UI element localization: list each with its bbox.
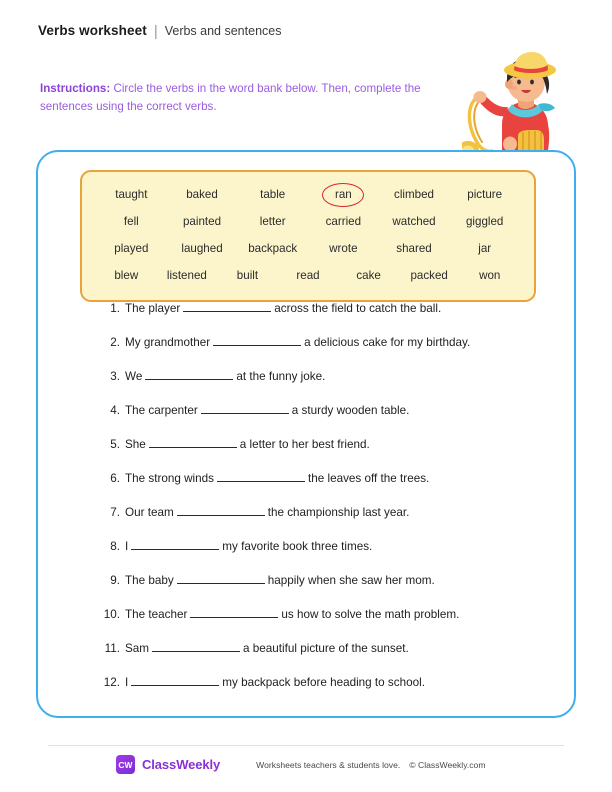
word-bank-word[interactable]: picture bbox=[467, 188, 503, 201]
sentence-text-after: at the funny joke. bbox=[236, 370, 326, 383]
sentence-text-before: The carpenter bbox=[125, 404, 198, 417]
sentence-body bbox=[125, 642, 409, 655]
sentence-text-after: us how to solve the math problem. bbox=[281, 608, 460, 621]
answer-blank[interactable] bbox=[152, 651, 240, 652]
word-bank-word[interactable]: letter bbox=[259, 215, 286, 228]
sentence-number: 4. bbox=[110, 404, 120, 417]
sentence-number: 8. bbox=[110, 540, 120, 553]
word-bank-word[interactable]: played bbox=[114, 242, 149, 255]
sentence-number: 9. bbox=[110, 574, 120, 587]
sentence-text-before: The baby bbox=[125, 574, 174, 587]
sentence-item bbox=[98, 506, 546, 540]
sentence-item bbox=[98, 302, 546, 336]
sentence-text-before: She bbox=[125, 438, 146, 451]
word-bank-word[interactable]: wrote bbox=[329, 242, 358, 255]
sentence-item bbox=[98, 370, 546, 404]
sentence-text-before: The teacher bbox=[125, 608, 188, 621]
sentence-item bbox=[98, 676, 546, 710]
sentence-text-before: The player bbox=[125, 302, 181, 315]
page-subtitle: Verbs and sentences bbox=[164, 24, 282, 38]
sentence-text-after: a sturdy wooden table. bbox=[291, 404, 410, 417]
word-bank-word[interactable]: baked bbox=[186, 188, 218, 201]
sentence-number: 12. bbox=[103, 676, 120, 689]
sentence-text-before: I bbox=[125, 540, 129, 553]
sentence-body bbox=[125, 404, 409, 417]
word-bank-word[interactable]: won bbox=[479, 269, 501, 282]
word-bank-word[interactable]: backpack bbox=[248, 242, 298, 255]
page-footer bbox=[116, 755, 486, 774]
sentence-number: 5. bbox=[110, 438, 120, 451]
sentence-item bbox=[98, 404, 546, 438]
word-bank-row bbox=[96, 262, 520, 289]
word-bank-word[interactable]: jar bbox=[478, 242, 492, 255]
word-bank-word[interactable]: shared bbox=[396, 242, 432, 255]
instructions-text: Circle the verbs in the word bank below. Then, complete the sentences using the correct verbs. bbox=[40, 82, 421, 113]
sentence-text-before: We bbox=[125, 370, 143, 383]
sentence-body bbox=[125, 506, 409, 519]
word-bank-word[interactable]: packed bbox=[410, 269, 448, 282]
word-bank-word[interactable]: watched bbox=[392, 215, 436, 228]
sentence-text-after: my favorite book three times. bbox=[222, 540, 373, 553]
sentence-text-before: My grandmother bbox=[125, 336, 211, 349]
sentence-body bbox=[125, 302, 441, 315]
word-bank-word[interactable]: laughed bbox=[181, 242, 223, 255]
sentence-text-after: the leaves off the trees. bbox=[308, 472, 430, 485]
word-bank-word[interactable]: listened bbox=[166, 269, 207, 282]
instructions-block bbox=[40, 80, 430, 116]
title-divider: | bbox=[153, 23, 158, 40]
answer-blank[interactable] bbox=[201, 413, 289, 414]
sentence-body bbox=[125, 472, 429, 485]
word-bank-word[interactable]: read bbox=[296, 269, 320, 282]
classweekly-logo-icon: CW bbox=[116, 755, 135, 774]
sentence-number: 11. bbox=[104, 642, 120, 655]
sentence-text-after: a beautiful picture of the sunset. bbox=[243, 642, 409, 655]
sentence-item bbox=[98, 336, 546, 370]
worksheet-card bbox=[36, 150, 576, 718]
answer-blank[interactable] bbox=[183, 311, 271, 312]
sentence-body bbox=[125, 574, 435, 587]
word-bank-row bbox=[96, 181, 520, 208]
sentence-text-after: a delicious cake for my birthday. bbox=[304, 336, 471, 349]
sentence-text-before: I bbox=[125, 676, 129, 689]
sentence-item bbox=[98, 642, 546, 676]
sentence-text-before: Our team bbox=[125, 506, 174, 519]
footer-copyright: © ClassWeekly.com bbox=[409, 759, 486, 770]
answer-blank[interactable] bbox=[213, 345, 301, 346]
sentence-body bbox=[125, 608, 459, 621]
sentence-text-before: The strong winds bbox=[125, 472, 214, 485]
sentence-text-after: my backpack before heading to school. bbox=[222, 676, 425, 689]
sentence-body bbox=[125, 438, 370, 451]
instructions-label: Instructions: bbox=[40, 82, 111, 95]
sentence-body bbox=[125, 370, 325, 383]
answer-blank[interactable] bbox=[131, 685, 219, 686]
answer-blank[interactable] bbox=[177, 515, 265, 516]
brand-name: ClassWeekly bbox=[142, 757, 221, 772]
word-bank bbox=[80, 170, 536, 302]
answer-blank[interactable] bbox=[190, 617, 278, 618]
sentence-number: 3. bbox=[110, 370, 120, 383]
footer-tagline: Worksheets teachers & students love. bbox=[256, 759, 401, 770]
word-bank-word-label: ran bbox=[334, 188, 352, 201]
sentence-text-after: happily when she saw her mom. bbox=[267, 574, 435, 587]
sentence-list bbox=[98, 302, 546, 710]
word-bank-word[interactable]: taught bbox=[115, 188, 148, 201]
sentence-item bbox=[98, 608, 546, 642]
sentence-text-before: Sam bbox=[125, 642, 150, 655]
boy-with-hat-and-rope-illustration bbox=[462, 52, 580, 158]
word-bank-word[interactable]: climbed bbox=[394, 188, 434, 201]
word-bank-word[interactable]: fell bbox=[123, 215, 139, 228]
sentence-text-after: across the field to catch the ball. bbox=[274, 302, 442, 315]
sentence-text-after: the championship last year. bbox=[267, 506, 410, 519]
word-bank-word[interactable]: cake bbox=[356, 269, 381, 282]
word-bank-word[interactable]: built bbox=[236, 269, 259, 282]
page-header bbox=[38, 22, 281, 39]
sentence-item bbox=[98, 438, 546, 472]
footer-divider bbox=[48, 745, 564, 746]
sentence-number: 1. bbox=[110, 302, 120, 315]
sentence-number: 2. bbox=[110, 336, 120, 349]
answer-blank[interactable] bbox=[131, 549, 219, 550]
word-bank-word[interactable]: carried bbox=[325, 215, 362, 228]
sentence-number: 6. bbox=[110, 472, 120, 485]
word-bank-word[interactable]: painted bbox=[182, 215, 222, 228]
sentence-number: 7. bbox=[110, 506, 120, 519]
sentence-body bbox=[125, 676, 425, 689]
sentence-item bbox=[98, 574, 546, 608]
sentence-number: 10. bbox=[103, 608, 120, 621]
page-title: Verbs worksheet bbox=[38, 23, 147, 38]
sentence-item bbox=[98, 472, 546, 506]
word-bank-word[interactable]: blew bbox=[114, 269, 139, 282]
sentence-body bbox=[125, 540, 372, 553]
answer-blank[interactable] bbox=[217, 481, 305, 482]
word-bank-row bbox=[96, 208, 520, 235]
sentence-text-after: a letter to her best friend. bbox=[239, 438, 370, 451]
sentence-item bbox=[98, 540, 546, 574]
sentence-body bbox=[125, 336, 470, 349]
answer-blank[interactable] bbox=[149, 447, 237, 448]
word-bank-word-circled[interactable] bbox=[308, 188, 379, 201]
answer-blank[interactable] bbox=[145, 379, 233, 380]
word-bank-word[interactable]: giggled bbox=[465, 215, 504, 228]
word-bank-word[interactable]: table bbox=[260, 188, 286, 201]
answer-blank[interactable] bbox=[177, 583, 265, 584]
word-bank-row bbox=[96, 235, 520, 262]
